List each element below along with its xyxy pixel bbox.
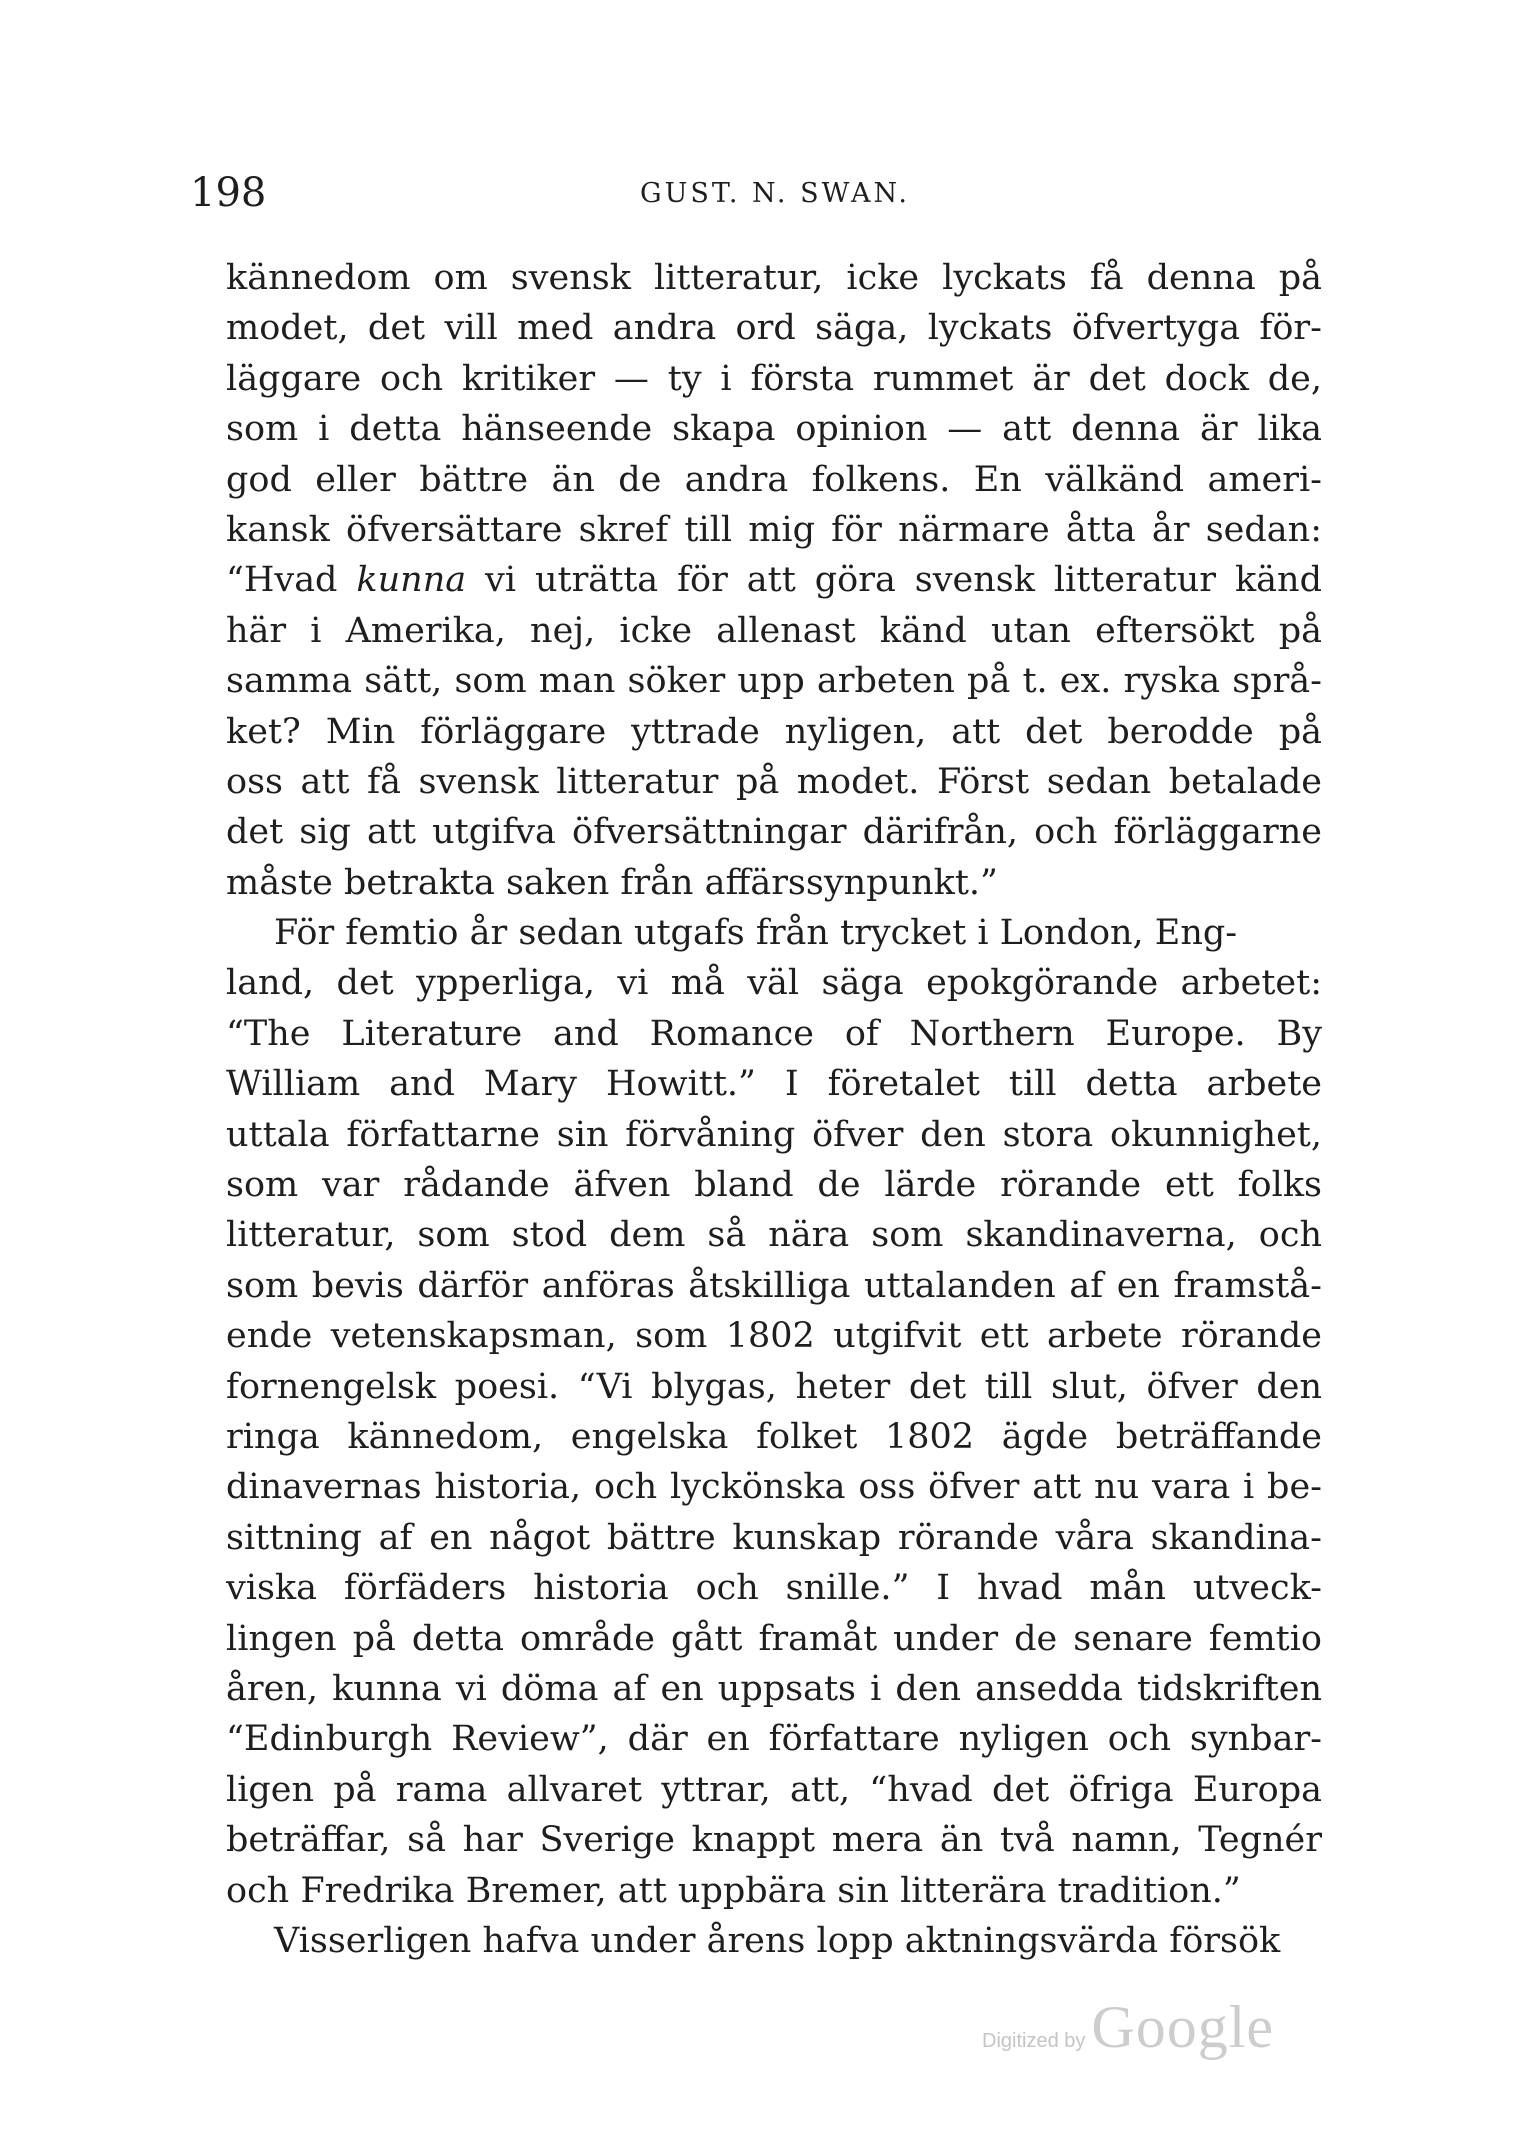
text-line: oss att få svensk litteratur på modet. Först sedan betalade — [226, 761, 1322, 802]
running-head: GUST. N. SWAN. — [640, 178, 910, 209]
text-line — [226, 555, 1322, 605]
watermark-prefix: Digitized by — [982, 2030, 1086, 2052]
text-fragment: “Hvad — [226, 560, 357, 601]
text-line: ende vetenskapsman, som 1802 utgifvit ett arbete rörande — [226, 1316, 1322, 1357]
text-line: William and Mary Howitt.” I företalet till detta arbete — [226, 1064, 1322, 1105]
text-line: som bevis därför anföras åtskilliga uttalanden af en framstå- — [226, 1265, 1322, 1306]
text-line: land, det ypperliga, vi må väl säga epokgörande arbetet: — [226, 963, 1322, 1004]
text-line: “Edinburgh Review”, där en författare nyligen och synbar- — [226, 1719, 1322, 1760]
text-line: uttala författarne sin förvåning öfver den stora okunnighet, — [226, 1114, 1322, 1155]
text-line: beträffar, så har Sverige knappt mera än två namn, Tegnér — [226, 1820, 1322, 1861]
text-line: modet, det vill med andra ord säga, lyckats öfvertyga för- — [226, 308, 1322, 349]
text-line: kännedom om svensk litteratur, icke lyckats få denna på — [226, 258, 1322, 298]
text-fragment: vi uträtta för att göra svensk litteratur känd — [466, 560, 1322, 601]
text-line: det sig att utgifva öfversättningar därifrån, och förläggarne — [226, 812, 1322, 853]
text-line: samma sätt, som man söker upp arbeten på t. ex. ryska språ- — [226, 661, 1322, 702]
text-line: som i detta hänseende skapa opinion — att denna är lika — [226, 409, 1322, 450]
body-text — [226, 253, 1322, 1966]
text-line: ligen på rama allvaret yttrar, att, “hvad det öfriga Europa — [226, 1769, 1322, 1810]
page-header — [0, 170, 1537, 220]
text-line: “The Literature and Romance of Northern Europe. By — [226, 1013, 1322, 1054]
text-line: fornengelsk poesi. “Vi blygas, heter det till slut, öfver den — [226, 1366, 1322, 1407]
text-line: och Fredrika Bremer, att uppbära sin litterära tradition.” — [226, 1870, 1241, 1911]
italic-word: kunna — [356, 560, 467, 601]
text-line: god eller bättre än de andra folkens. En välkänd ameri- — [226, 459, 1322, 500]
text-line: dinavernas historia, och lyckönska oss öfver att nu vara i be- — [226, 1467, 1322, 1508]
google-watermark — [982, 1993, 1274, 2062]
google-logo: Google — [1091, 1994, 1275, 2060]
text-line: kansk öfversättare skref till mig för närmare åtta år sedan: — [226, 509, 1322, 550]
text-line: sittning af en något bättre kunskap rörande våra skandina- — [226, 1517, 1322, 1558]
text-line: som var rådande äfven bland de lärde rörande ett folks — [226, 1165, 1322, 1206]
text-line: lingen på detta område gått framåt under de senare femtio — [226, 1618, 1322, 1659]
text-line: åren, kunna vi döma af en uppsats i den ansedda tidskriften — [226, 1668, 1322, 1709]
text-line: För femtio år sedan utgafs från trycket i London, Eng- — [274, 913, 1238, 954]
text-line: läggare och kritiker — ty i första rummet är det dock de, — [226, 358, 1322, 399]
page-number: 198 — [190, 170, 267, 216]
text-line: viska förfäders historia och snille.” I hvad mån utveck- — [226, 1568, 1322, 1609]
text-line: ket? Min förläggare yttrade nyligen, att det berodde på — [226, 711, 1322, 752]
text-line: litteratur, som stod dem så nära som skandinaverna, och — [226, 1215, 1322, 1256]
text-line: Visserligen hafva under årens lopp aktningsvärda försök — [274, 1920, 1281, 1961]
text-line: måste betrakta saken från affärssynpunkt.” — [226, 862, 998, 903]
text-line: ringa kännedom, engelska folket 1802 ägde beträffande — [226, 1416, 1322, 1457]
text-line: här i Amerika, nej, icke allenast känd utan eftersökt på — [226, 610, 1322, 651]
